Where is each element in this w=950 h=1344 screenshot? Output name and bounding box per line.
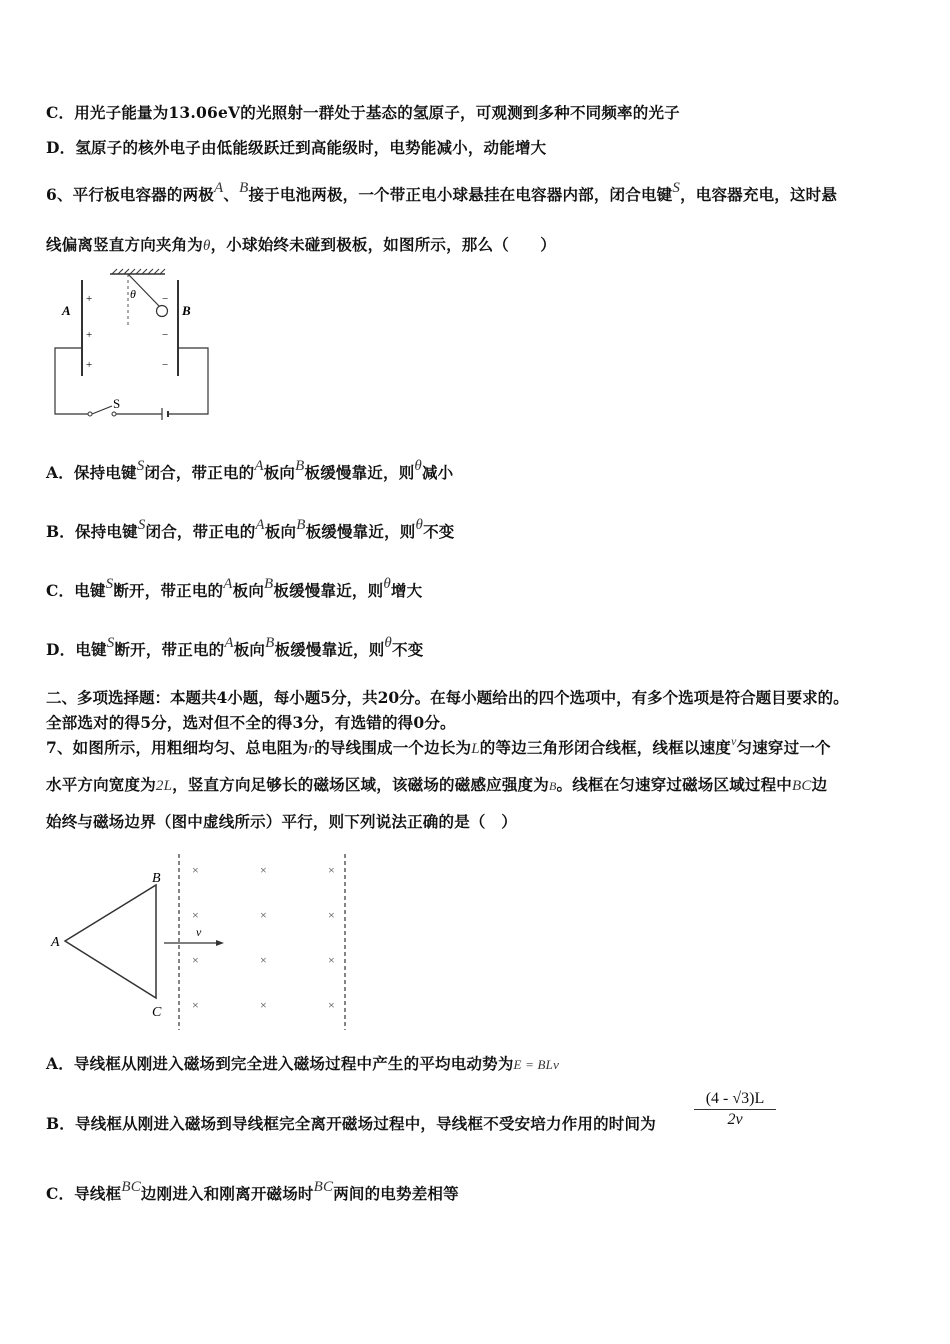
field-cross: × [192,908,199,922]
vertex-a-label: A [51,935,60,950]
q6-stem-line1: 6、平行板电容器的两极A、B接于电池两极，一个带正电小球悬挂在电容器内部，闭合电键S，电容器充电，这时悬 [46,180,838,204]
option-c-prev: C．用光子能量为13.06eV的光照射一群处于基态的氢原子，可观测到多种不同频率的光子 [46,103,680,122]
q6-stem-line2: 线偏离竖直方向夹角为θ，小球始终未碰到极板，如图所示，那么（ ） [46,235,556,254]
vertex-b-label: B [152,871,161,886]
field-cross: × [192,998,199,1012]
capacitor-figure [50,268,215,420]
plus-sign: + [86,359,93,371]
field-cross: × [260,863,267,877]
q7-stem-line2: 水平方向宽度为2L，竖直方向足够长的磁场区域，该磁场的磁感应强度为B。线框在匀速穿过磁场区域过程中BC边 [46,775,828,794]
q7-option-a: A．导线框从刚进入磁场到完全进入磁场过程中产生的平均电动势为E = BLv [46,1054,560,1073]
field-cross: × [260,998,267,1012]
q7-option-b: B．导线框从刚进入磁场到导线框完全离开磁场过程中，导线框不受安培力作用的时间为 [46,1114,656,1133]
plate-b-label: B [182,303,191,318]
angle-label: θ [130,287,136,301]
fraction-numerator: (4 - √3)L [694,1090,776,1110]
field-cross: × [192,863,199,877]
field-cross: × [260,953,267,967]
velocity-label: v [196,925,202,939]
magnetic-field-figure [46,850,356,1030]
minus-sign: − [162,329,169,341]
fraction-denominator: 2v [727,1111,743,1128]
section-2-scoring: 全部选对的得5分，选对但不全的得3分，有选错的得0分。 [46,713,456,732]
minus-sign: − [162,359,169,371]
field-cross: × [328,908,335,922]
plus-sign: + [86,293,93,305]
section-2-heading: 二、多项选择题：本题共4小题，每小题5分，共20分。在每小题给出的四个选项中，有多个选项是符合题目要求的。 [46,688,849,707]
q7-option-b-fraction [694,1090,776,1129]
q7-stem-line1: 7、如图所示，用粗细均匀、总电阻为r的导线围成一个边长为L的等边三角形闭合线框，线框以速度$^v$匀速穿过一个 [46,734,831,757]
q6-option-d: D．电键S断开，带正电的A板向B板缓慢靠近，则θ不变 [46,635,424,659]
field-cross: × [328,953,335,967]
q6-option-a: A．保持电键S闭合，带正电的A板向B板缓慢靠近，则θ减小 [46,458,454,482]
q6-option-b: B．保持电键S闭合，带正电的A板向B板缓慢靠近，则θ不变 [46,517,455,541]
plus-sign: + [86,329,93,341]
vertex-c-label: C [152,1005,162,1020]
minus-sign: − [162,293,169,305]
q6-option-c: C．电键S断开，带正电的A板向B板缓慢靠近，则θ增大 [46,576,423,600]
field-cross: × [260,908,267,922]
option-d-prev: D．氢原子的核外电子由低能级跃迁到高能级时，电势能减小，动能增大 [46,138,547,157]
field-cross: × [192,953,199,967]
field-cross: × [328,863,335,877]
q7-option-c: C．导线框BC边刚进入和刚离开磁场时BC两间的电势差相等 [46,1179,459,1203]
plate-a-label: A [62,303,71,318]
field-cross: × [328,998,335,1012]
switch-label: S [113,396,121,411]
q7-stem-line3: 始终与磁场边界（图中虚线所示）平行，则下列说法正确的是（ ） [46,812,518,831]
